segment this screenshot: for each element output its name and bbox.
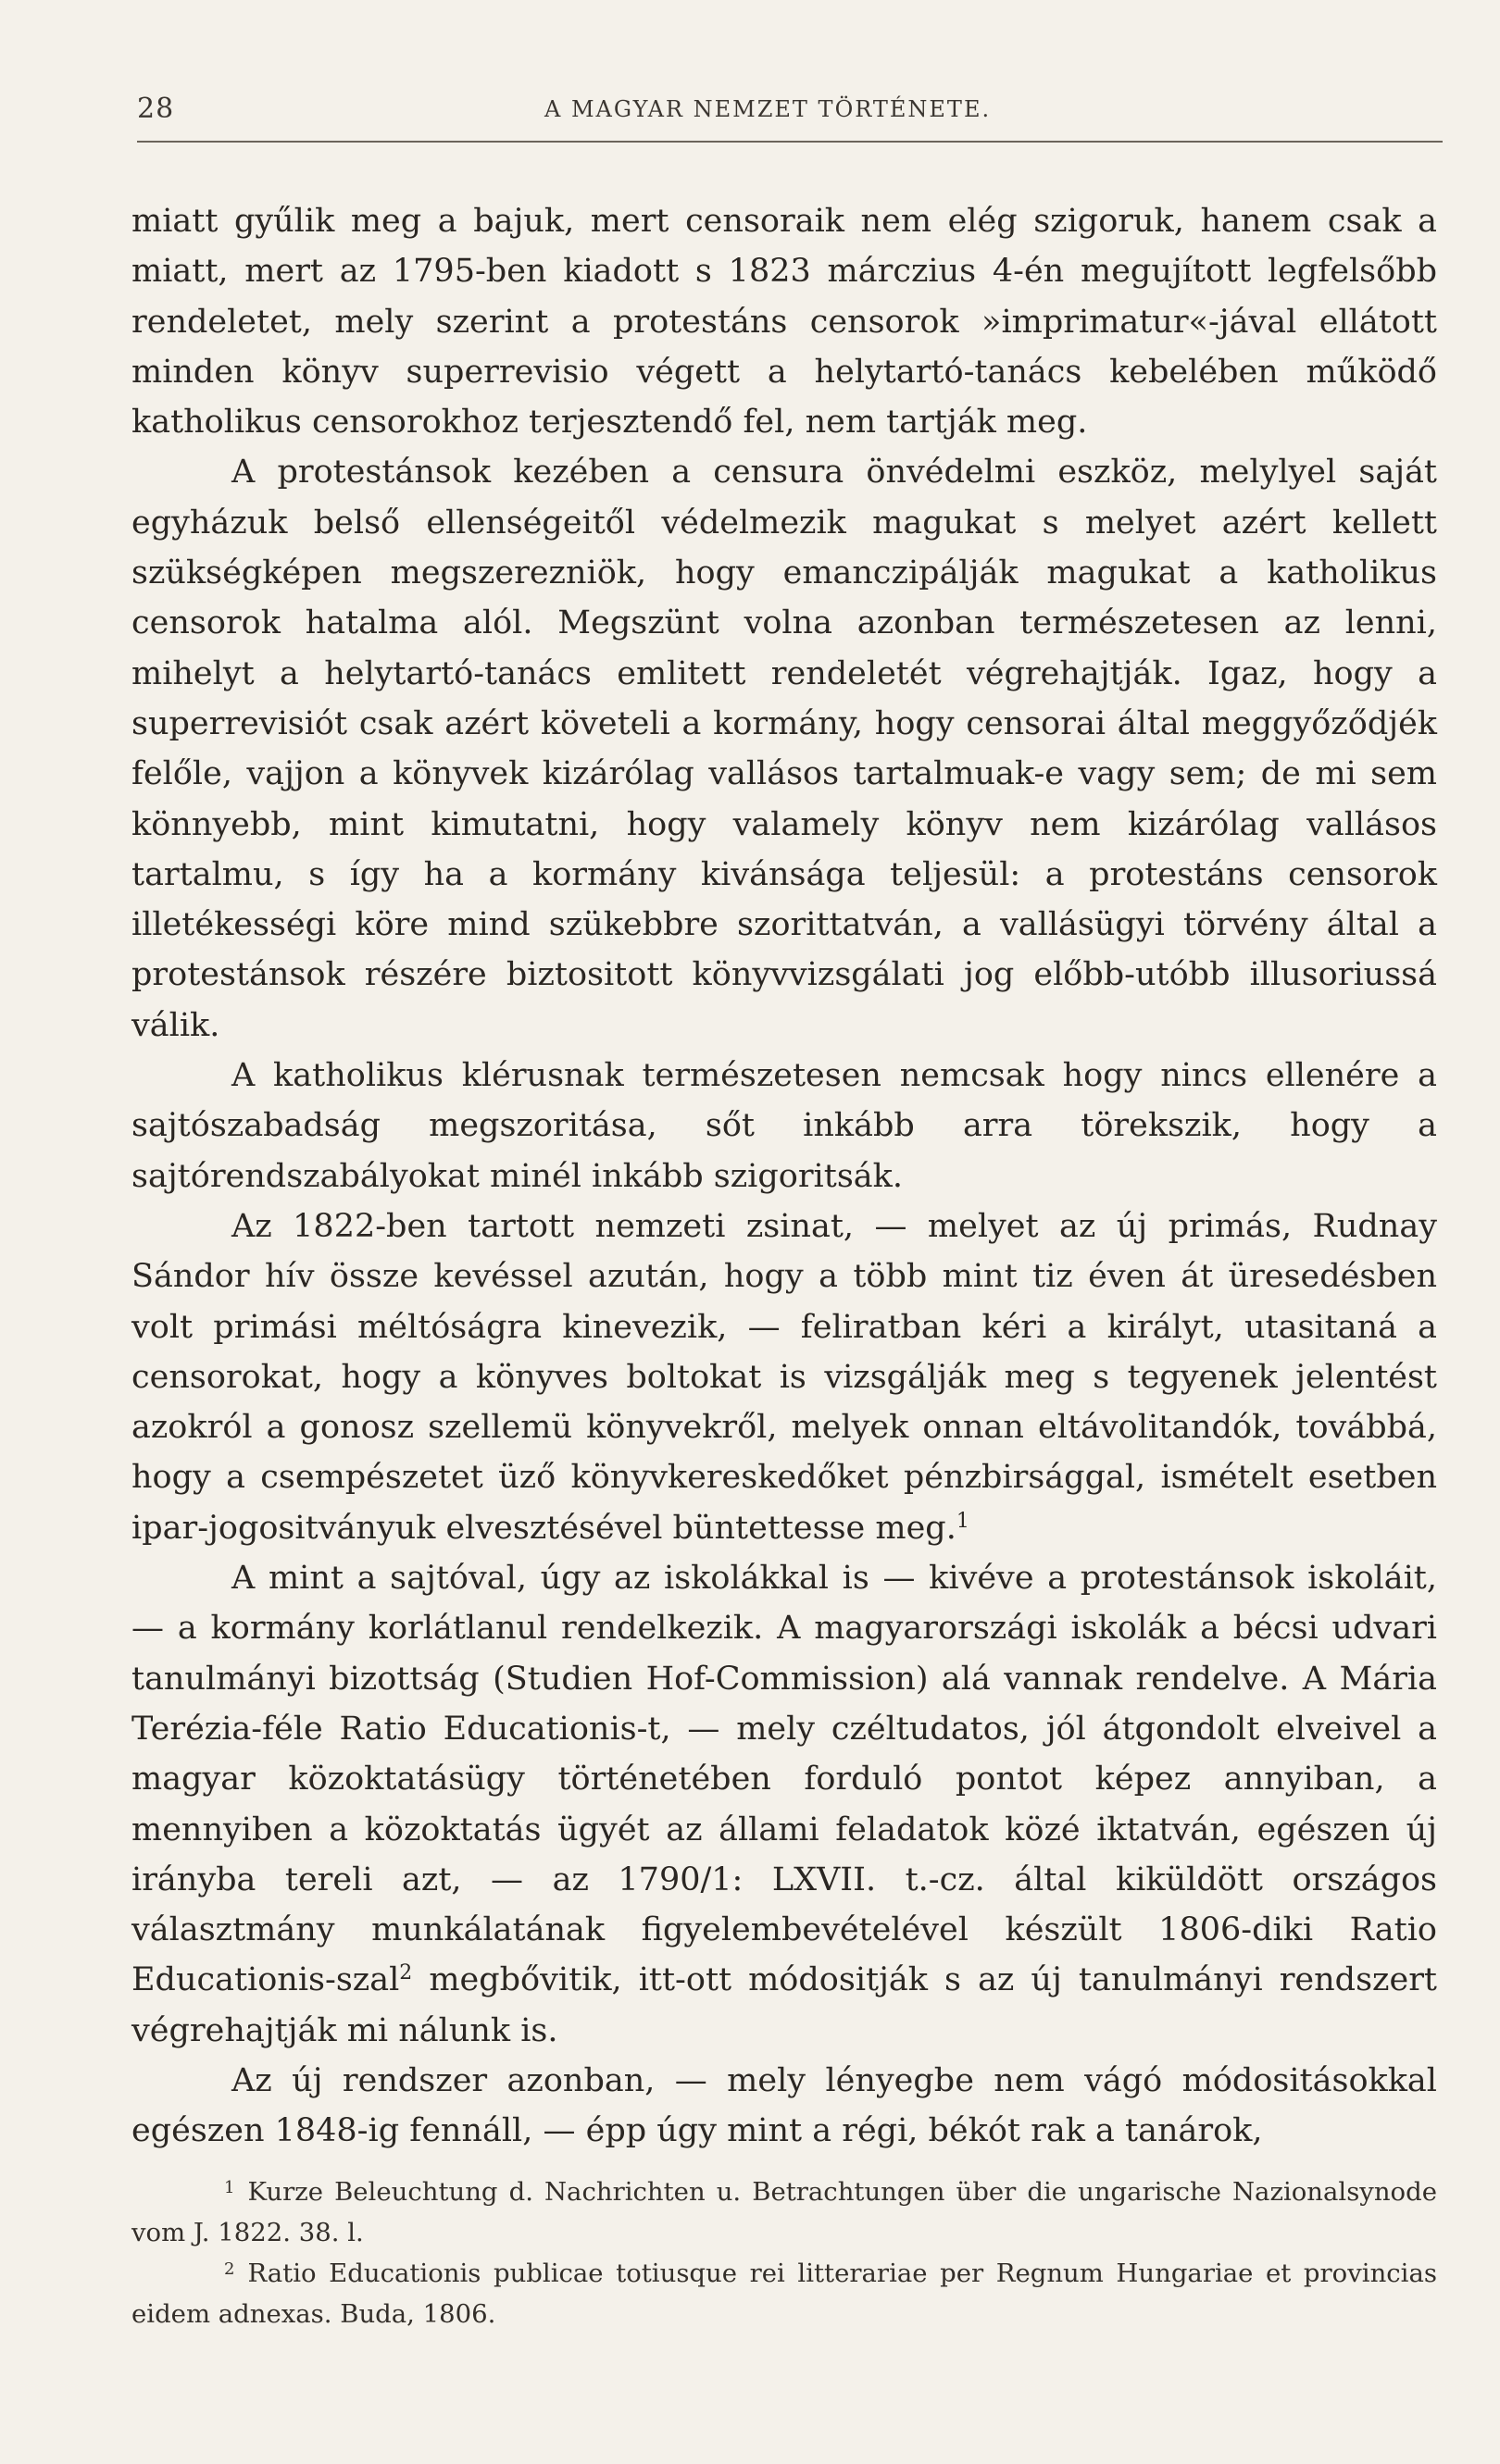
paragraph-text: Az 1822-ben tartott nemzeti zsinat, — melyet az új primás, Rudnay Sándor hív össze kevéssel azután, hogy a több mint tiz éven át üresedésben volt primási méltóságra kinevezik, — feliratban kéri a királyt, utasitaná a censorokat, hogy a könyves boltokat is vizsgálják meg s tegyenek jelentést azokról a gonosz szellemü könyvekről, melyek onnan eltávolitandók, továbbá, hogy a csempészetet üző könyvkereskedőket pénzbirsággal, ismételt esetben ipar-jogositványuk elvesztésével büntettesse meg.	[131, 1207, 1437, 1547]
paragraph	[131, 1201, 1437, 1553]
running-title: A MAGYAR NEMZET TÖRTÉNETE.	[544, 96, 992, 122]
footnote-mark: 1	[224, 2178, 235, 2197]
paragraph	[131, 1051, 1437, 1201]
footnote-text: Kurze Beleuchtung d. Nachrichten u. Betrachtungen über die ungarische Nazionalsynode vom J. 1822. 38. l.	[131, 2177, 1437, 2247]
paragraph-text: miatt gyűlik meg a bajuk, mert censoraik nem elég szigoruk, hanem csak a miatt, mert az 1795-ben kiadott s 1823 márczius 4-én megujított legfelsőbb rendeletet, mely szerint a protestáns censorok »imprimatur«-jával ellátott minden könyv superrevisio végett a helytartó-tanács kebelében működő katholikus censorokhoz terjesztendő fel, nem tartják meg.	[131, 203, 1437, 442]
paragraph	[131, 1553, 1437, 2056]
paragraph-text: A katholikus klérusnak természetesen nemcsak hogy nincs ellenére a sajtószabadság megszoritása, sőt inkább arra törekszik, hogy a sajtórendszabályokat minél inkább szigoritsák.	[131, 1057, 1437, 1195]
footnote-mark: 2	[224, 2259, 235, 2279]
footnote-reference[interactable]: 1	[956, 1509, 969, 1533]
page-number: 28	[137, 93, 175, 125]
paragraph-text: A protestánsok kezében a censura önvédelmi eszköz, melylyel saját egyházuk belső ellenségeitől védelmezik magukat s melyet azért kellett szükségképen megszerezniök, hogy emanczipálják magukat a katholikus censorok hatalma alól. Megszünt volna azonban természetesen az lenni, mihelyt a helytartó-tanács emlitett rendeletét végrehajtják. Igaz, hogy a superrevisiót csak azért követeli a kormány, hogy censorai által meggyőződjék felőle, vajjon a könyvek kizárólag vallásos tartalmuak-e vagy sem; de mi sem könnyebb, mint kimutatni, hogy valamely könyv nem kizárólag vallásos tartalmu, s így ha a kormány kivánsága teljesül: a protestáns censorok illetékességi köre mind szükebbre szorittatván, a vallásügyi törvény által a protestánsok részére biztositott könyvvizsgálati jog előbb-utóbb illusoriussá válik.	[131, 454, 1437, 1044]
paragraph	[131, 447, 1437, 1051]
footnote	[131, 2253, 1437, 2334]
footnote-reference[interactable]: 2	[399, 1961, 413, 1985]
footnotes	[131, 2172, 1437, 2334]
footnote-text: Ratio Educationis publicae totiusque rei litterariae per Regnum Hungariae et provincias eidem adnexas. Buda, 1806.	[131, 2259, 1437, 2329]
paragraph	[131, 2056, 1437, 2157]
page-header	[137, 93, 1443, 143]
body-text	[131, 196, 1437, 2157]
paragraph-text: megbővitik, itt-ott módositják s az új tanulmányi rendszert végrehajtják mi nálunk is.	[131, 1961, 1437, 2049]
paragraph	[131, 196, 1437, 447]
paragraph-text: A mint a sajtóval, úgy az iskolákkal is — kivéve a protestánsok iskoláit, — a kormány korlátlanul rendelkezik. A magyarországi iskolák a bécsi udvari tanulmányi bizottság (Studien Hof-Commission) alá vannak rendelve. A Mária Terézia-féle Ratio Educationis-t, — mely czéltudatos, jól átgondolt elveivel a magyar közoktatásügy történetében forduló pontot képez annyiban, a mennyiben a közoktatás ügyét az állami feladatok közé iktatván, egészen új irányba tereli azt, — az 1790/1: LXVII. t.-cz. által kiküldött országos választmány munkálatának figyelembevételével készült 1806-diki Ratio Educationis-szal	[131, 1560, 1437, 1999]
paragraph-text: Az új rendszer azonban, — mely lényegbe nem vágó módositásokkal egészen 1848-ig fennáll, — épp úgy mint a régi, békót rak a tanárok,	[131, 2061, 1437, 2150]
footnote	[131, 2172, 1437, 2253]
